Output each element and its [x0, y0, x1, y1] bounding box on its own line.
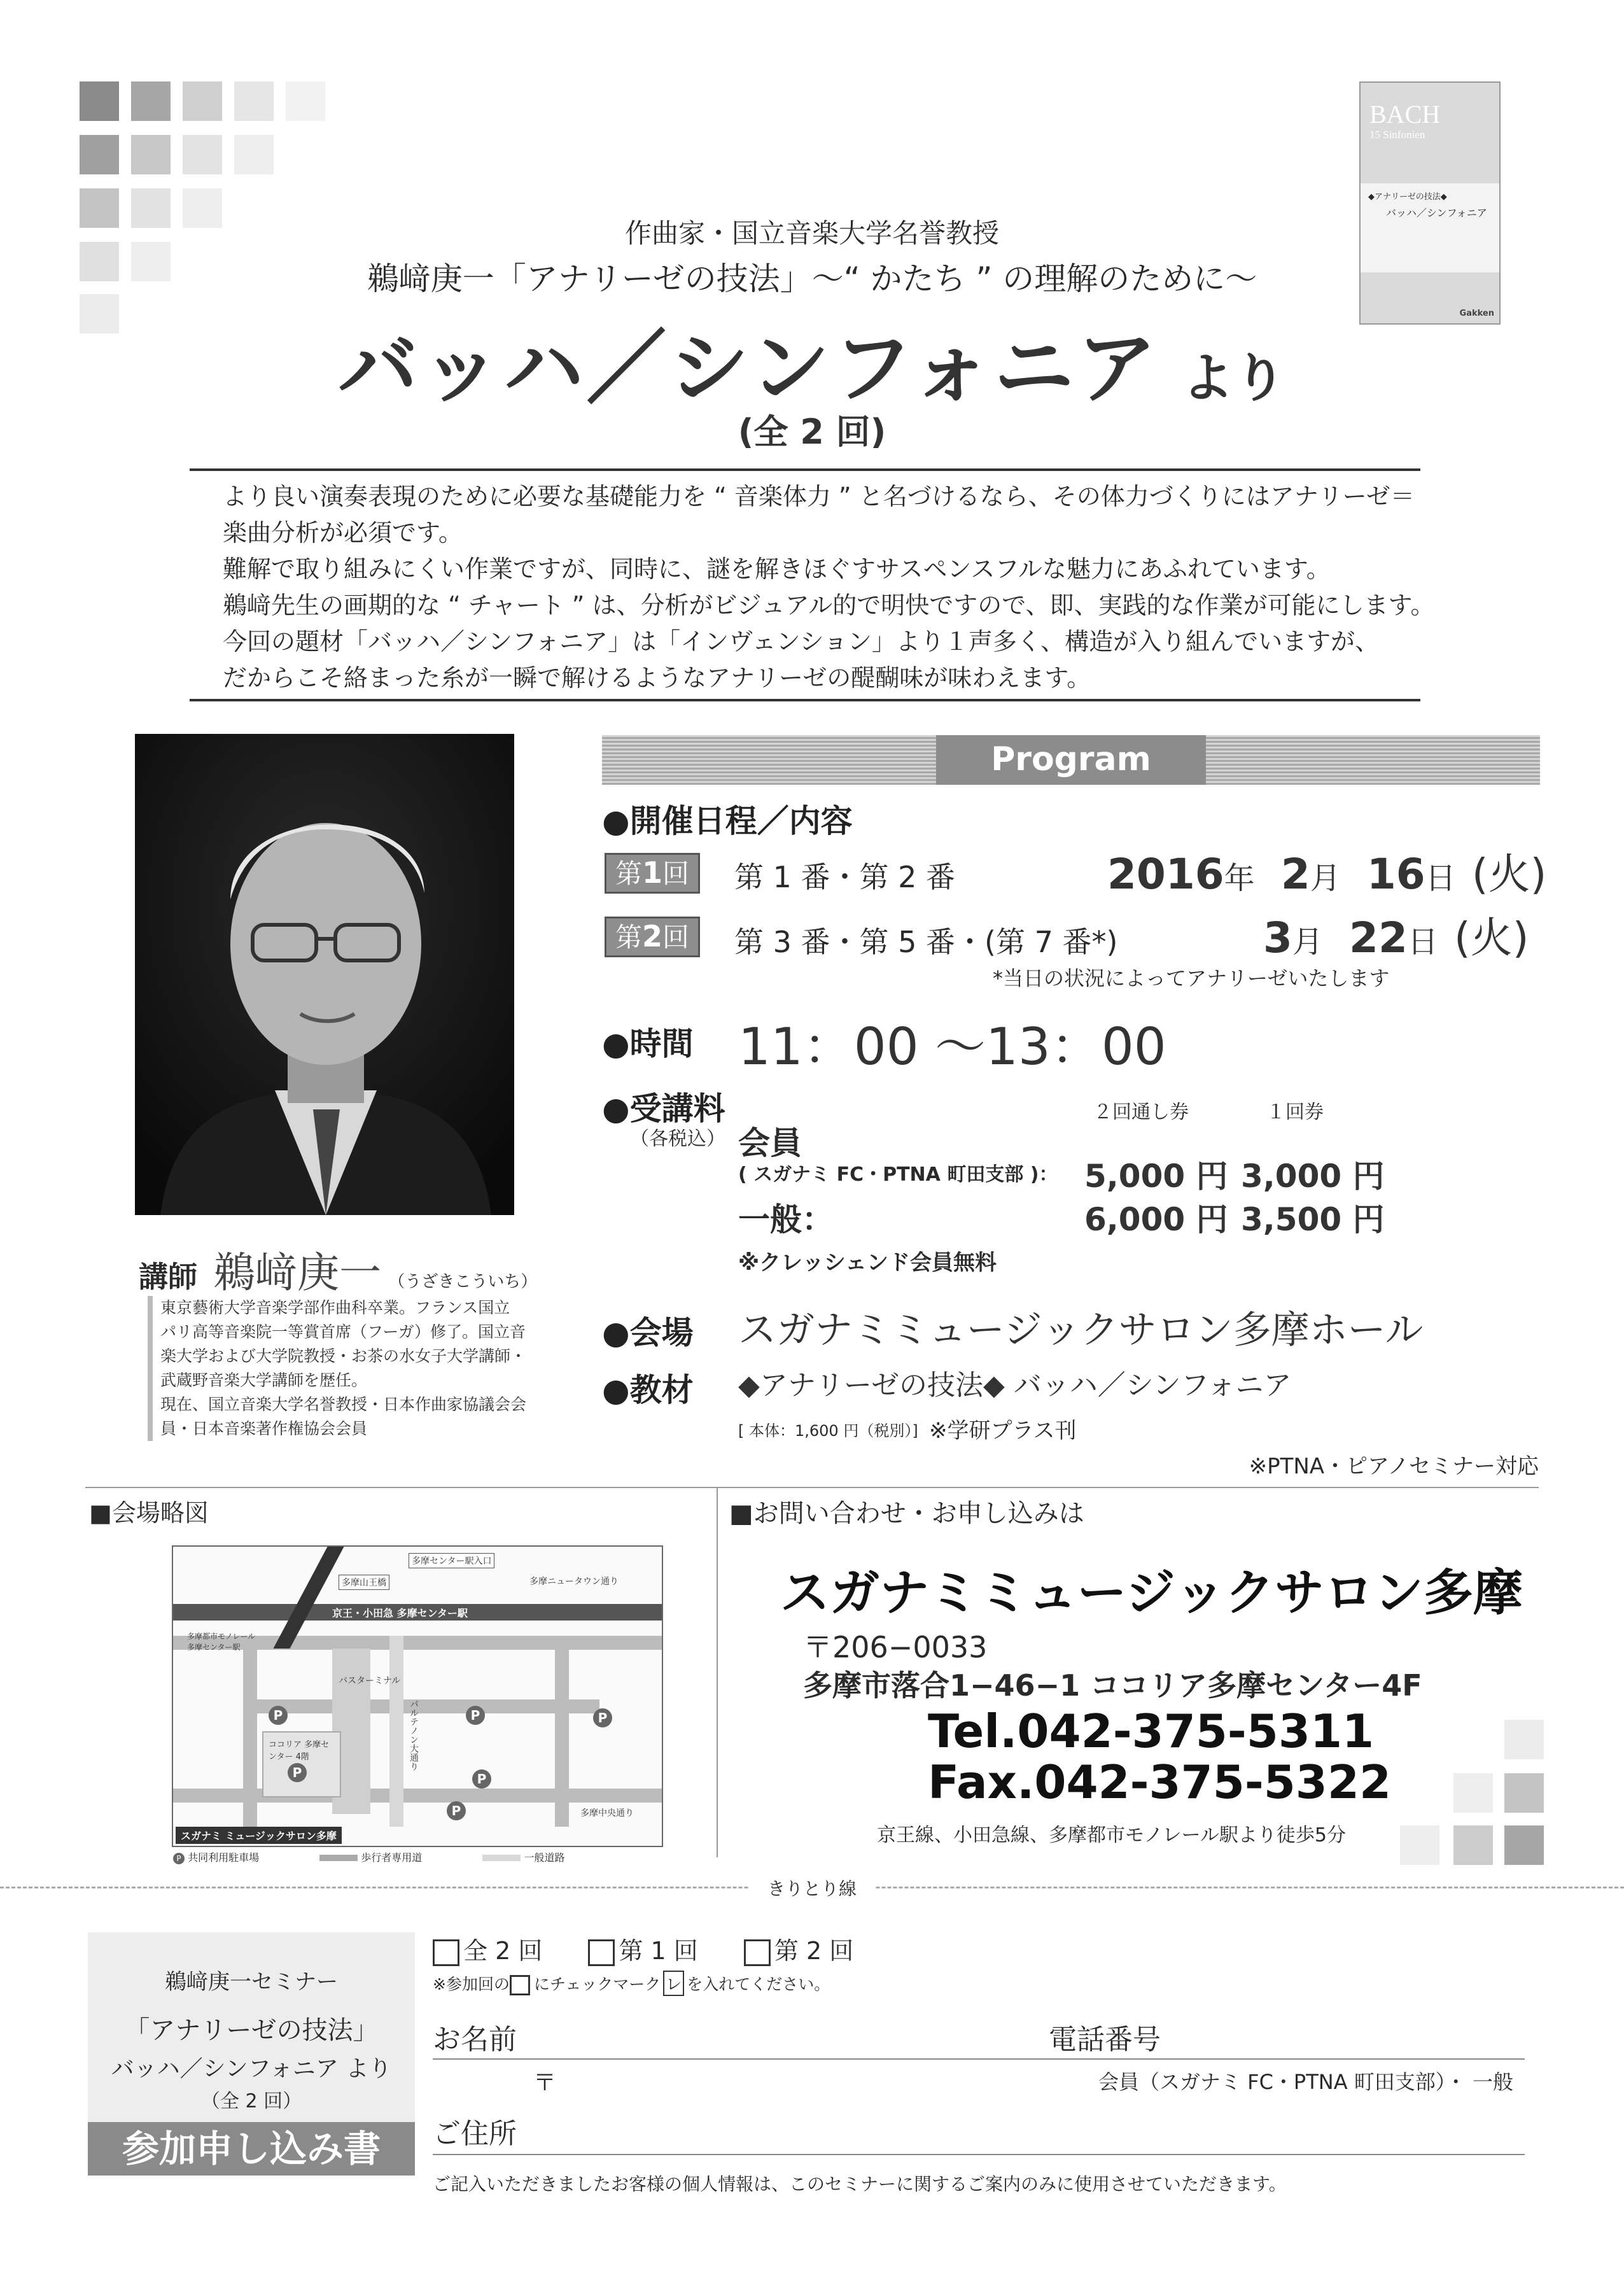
checkbox-all[interactable] [433, 1939, 459, 1966]
contact-tel: Tel.042-375-5311 [928, 1705, 1375, 1758]
lecturer-reading: （うざきこういち） [388, 1272, 538, 1291]
session2-badge-pre: 第 [615, 922, 643, 953]
parking-icon: P [288, 1763, 307, 1782]
map-label: パルテノン大通り [409, 1699, 419, 1771]
venue-map [172, 1545, 663, 1847]
parking-icon: P [173, 1853, 185, 1864]
session1-date [1107, 840, 1546, 901]
bio-line: 現在、国立音楽大学名誉教授・日本作曲家協議会会 [160, 1395, 527, 1414]
session1-day-unit: 日 [1425, 861, 1456, 896]
postal-mark: 〒 [533, 2070, 557, 2096]
privacy-note: ご記入いただきましたお客様の個人情報は、このセミナーに関するご案内のみに使用させていただきます。 [433, 2174, 1287, 2195]
lecturer-photo [135, 734, 514, 1215]
fee-general-two: 6,000 円 [1084, 1201, 1228, 1238]
parking-icon: P [466, 1706, 485, 1725]
fee-member-one: 3,000 円 [1241, 1158, 1385, 1195]
option-session1-label: 第 1 回 [619, 1937, 698, 1965]
time-value: 11：00 ～13：00 [738, 1017, 1166, 1076]
map-label: 多摩センター駅入口 [409, 1553, 494, 1568]
map-label: バスターミナル [339, 1676, 401, 1686]
venue-name: スガナミミュージックサロン多摩ホール [738, 1308, 1424, 1353]
lecturer-label: 講師 [139, 1260, 197, 1294]
book-cover-jp-title: バッハ／シンフォニア [1386, 207, 1487, 219]
session2-badge-num: 2 [642, 919, 663, 953]
fee-general-one: 3,500 円 [1241, 1201, 1385, 1238]
sample-box-icon [510, 1975, 530, 1995]
intro-line: 今回の題材「バッハ／シンフォニア」は「インヴェンション」より１声多く、構造が入り組んでいますが、 [223, 628, 1380, 656]
name-label: お名前 [433, 2023, 517, 2056]
intro-line: 楽曲分析が必須です。 [223, 519, 463, 547]
bio-line: 員・日本音楽著作権協会会員 [160, 1419, 368, 1438]
map-road-v2 [389, 1636, 403, 1827]
map-label: 多摩都市モノレール 多摩センター駅 [187, 1632, 256, 1652]
fee-member-sub: ( スガナミ FC・PTNA 町田支部 )： [738, 1164, 1058, 1186]
map-label: ココリア 多摩センター 4階 [269, 1740, 330, 1762]
session-count: (全 2 回) [738, 412, 886, 452]
phone-label[interactable]: 電話番号 [1049, 2023, 1161, 2056]
parking-icon: P [269, 1706, 288, 1725]
checkbox-session1[interactable] [588, 1939, 615, 1966]
option-session2-label: 第 2 回 [774, 1937, 854, 1965]
session-options [433, 1931, 853, 1966]
parking-icon: P [472, 1769, 491, 1789]
parking-icon: P [447, 1801, 466, 1820]
map-heading: ■会場略図 [89, 1499, 209, 1527]
bio-line: 東京藝術大学音楽学部作曲科卒業。フランス国立 [160, 1298, 510, 1317]
map-road-v1 [243, 1636, 257, 1827]
contact-postal: 〒206−0033 [803, 1630, 988, 1664]
checkbox-session2[interactable] [744, 1939, 771, 1966]
map-label: 多摩中央通り [580, 1808, 634, 1818]
session2-date [1263, 904, 1529, 964]
lecturer-bio [148, 1296, 526, 1441]
lecturer-portrait-image [135, 734, 514, 1215]
session2-month-unit: 月 [1292, 924, 1323, 960]
option-session1[interactable] [588, 1937, 697, 1965]
lecturer-heading [139, 1239, 537, 1299]
section-divider [85, 1487, 1539, 1488]
map-label: 京王・小田急 多摩センター駅 [332, 1607, 468, 1619]
member-type-select[interactable]: 会員（スガナミ FC・PTNA 町田支部）・ 一般 [1098, 2070, 1513, 2094]
fee-col-one: １回券 [1266, 1101, 1324, 1123]
form-sidebar [88, 1932, 415, 2176]
bio-line: 楽大学および大学院教授・お茶の水女子大学講師・ [160, 1347, 527, 1365]
map-road-h2 [243, 1699, 599, 1713]
session1-month: 2 [1280, 850, 1310, 899]
header-subtitle-1: 作曲家・国立音楽大学名誉教授 [624, 218, 999, 249]
option-all-label: 全 2 回 [463, 1937, 543, 1965]
session1-content: 第 1 番・第 2 番 [734, 860, 956, 894]
contact-fax: Fax.042-375-5322 [928, 1755, 1392, 1809]
legend-walkway-swatch [319, 1855, 358, 1861]
session2-weekday: (火) [1454, 913, 1529, 962]
intro-rule-bottom [190, 699, 1420, 701]
map-logo [176, 1827, 342, 1844]
legend-road-swatch [482, 1855, 521, 1861]
map-road-v3 [555, 1636, 569, 1827]
session1-weekday: (火) [1471, 850, 1547, 899]
session2-month: 3 [1263, 913, 1292, 962]
address-field[interactable] [433, 2111, 1525, 2155]
cut-line-label: きりとり線 [748, 1875, 876, 1901]
form-side-line4: （全 2 回） [200, 2090, 302, 2113]
section-vertical-divider [717, 1488, 718, 1857]
map-logo-text: スガナミ ミュージックサロン多摩 [181, 1830, 337, 1842]
session2-day-unit: 日 [1407, 924, 1438, 960]
book-cover-title: BACH [1369, 100, 1441, 129]
intro-text [223, 479, 1434, 696]
form-side-title: 参加申し込み書 [88, 2122, 415, 2176]
lecturer-name: 鵜﨑庚一 [213, 1248, 382, 1297]
form-side-line3: バッハ／シンフォニア より [111, 2056, 392, 2082]
parking-icon: P [593, 1708, 612, 1727]
fee-member-two: 5,000 円 [1084, 1158, 1228, 1195]
fee-general-label: 一般： [738, 1201, 834, 1238]
contact-address: 多摩市落合1−46−1 ココリア多摩センター4F [803, 1668, 1422, 1703]
session2-content: 第 3 番・第 5 番・(第 7 番*) [734, 925, 1118, 959]
map-label: 多摩山王橋 [339, 1575, 389, 1590]
address-label: ご住所 [433, 2118, 517, 2150]
time-heading: ●時間 [602, 1025, 694, 1062]
book-cover-series: ◆アナリーゼの技法◆ [1368, 192, 1447, 202]
intro-line: だからこそ絡まった糸が一瞬で解けるようなアナリーゼの醍醐味が味わえます。 [223, 664, 1091, 692]
map-legend [173, 1850, 565, 1864]
bio-line: パリ高等音楽院一等賞首席（フーガ）修了。国立音 [160, 1323, 526, 1341]
session1-badge-pre: 第 [615, 858, 643, 889]
intro-line: 難解で取り組みにくい作業ですが、同時に、謎を解きほぐすサスペンスフルな魅力にあふれています。 [223, 555, 1331, 583]
check-mark-icon [663, 1971, 684, 1996]
legend-road: 一般道路 [524, 1852, 565, 1864]
contact-heading: ■お問い合わせ・お申し込みは [729, 1499, 1084, 1528]
name-field[interactable] [433, 2016, 1525, 2060]
intro-line: 鵜﨑先生の画期的な “ チャート ” は、分析がビジュアル的で明快ですので、即、実践的な作業が可能にします。 [223, 591, 1435, 619]
textbook-price: [ 本体：1,600 円（税別）] [738, 1422, 918, 1440]
session2-day: 22 [1349, 913, 1408, 962]
session1-badge [605, 853, 700, 894]
session-note: *当日の状況によってアナリーゼいたします [993, 966, 1390, 990]
session2-badge-post: 回 [662, 922, 690, 953]
ptna-note: ※PTNA・ピアノセミナー対応 [1249, 1454, 1539, 1479]
program-banner [602, 735, 1540, 785]
contact-access: 京王線、小田急線、多摩都市モノレール駅より徒歩5分 [877, 1824, 1346, 1846]
session1-badge-post: 回 [662, 858, 690, 889]
legend-walkway: 歩行者専用道 [361, 1852, 423, 1864]
page-title-suffix: より [1181, 348, 1286, 409]
fee-free-note: ※クレッシェンド会員無料 [738, 1250, 997, 1276]
check-note-b: にチェックマーク [533, 1975, 661, 1993]
textbook-heading: ●教材 [602, 1372, 694, 1409]
fee-tax-note: （各税込） [630, 1128, 725, 1150]
check-instruction [433, 1971, 830, 1996]
map-label: 多摩ニュータウン通り [529, 1577, 619, 1587]
check-note-a: ※参加回の [433, 1975, 510, 1993]
header-subtitle-2: 鵜﨑庚一「アナリーゼの技法」～“ かたち ” の理解のために～ [367, 260, 1257, 297]
legend-parking: 共同利用駐車場 [188, 1852, 260, 1864]
session1-month-unit: 月 [1310, 861, 1341, 896]
bio-line: 武蔵野音楽大学講師を歴任。 [160, 1371, 368, 1389]
map-monorail [273, 1547, 344, 1649]
option-all[interactable] [433, 1937, 542, 1965]
session1-year: 2016 [1107, 850, 1224, 899]
check-mark: レ [666, 1975, 682, 1993]
page-title [0, 304, 1624, 419]
intro-rule-top [190, 468, 1420, 471]
session2-badge [605, 917, 700, 957]
textbook-name: ◆アナリーゼの技法◆ バッハ／シンフォニア [738, 1369, 1292, 1402]
form-side-line2: 「アナリーゼの技法」 [124, 2016, 379, 2045]
book-cover-publisher: Gakken [1459, 309, 1494, 318]
form-side-line1: 鵜﨑庚一セミナー [165, 1969, 338, 1995]
check-note-c: を入れてください。 [687, 1975, 830, 1993]
textbook-publisher: ※学研プラス刊 [929, 1418, 1077, 1444]
program-banner-label: Program [991, 740, 1151, 778]
book-cover-subtitle: 15 Sinfonien [1369, 129, 1425, 141]
session1-day: 16 [1366, 850, 1425, 899]
venue-heading: ●会場 [602, 1314, 694, 1351]
schedule-heading: ●開催日程／内容 [602, 803, 853, 840]
contact-company: スガナミミュージックサロン多摩 [780, 1564, 1523, 1622]
page-title-main: バッハ／シンフォニア [338, 321, 1159, 415]
fee-heading: ●受講料 [602, 1090, 725, 1127]
intro-line: より良い演奏表現のために必要な基礎能力を “ 音楽体力 ” と名づけるなら、その体力づくりにはアナリーゼ＝ [223, 482, 1415, 510]
fee-col-two: ２回通し券 [1093, 1101, 1189, 1123]
session1-year-unit: 年 [1224, 861, 1255, 896]
option-session2[interactable] [744, 1937, 853, 1965]
session1-badge-num: 1 [642, 855, 663, 890]
fee-member-label: 会員 [738, 1125, 802, 1162]
